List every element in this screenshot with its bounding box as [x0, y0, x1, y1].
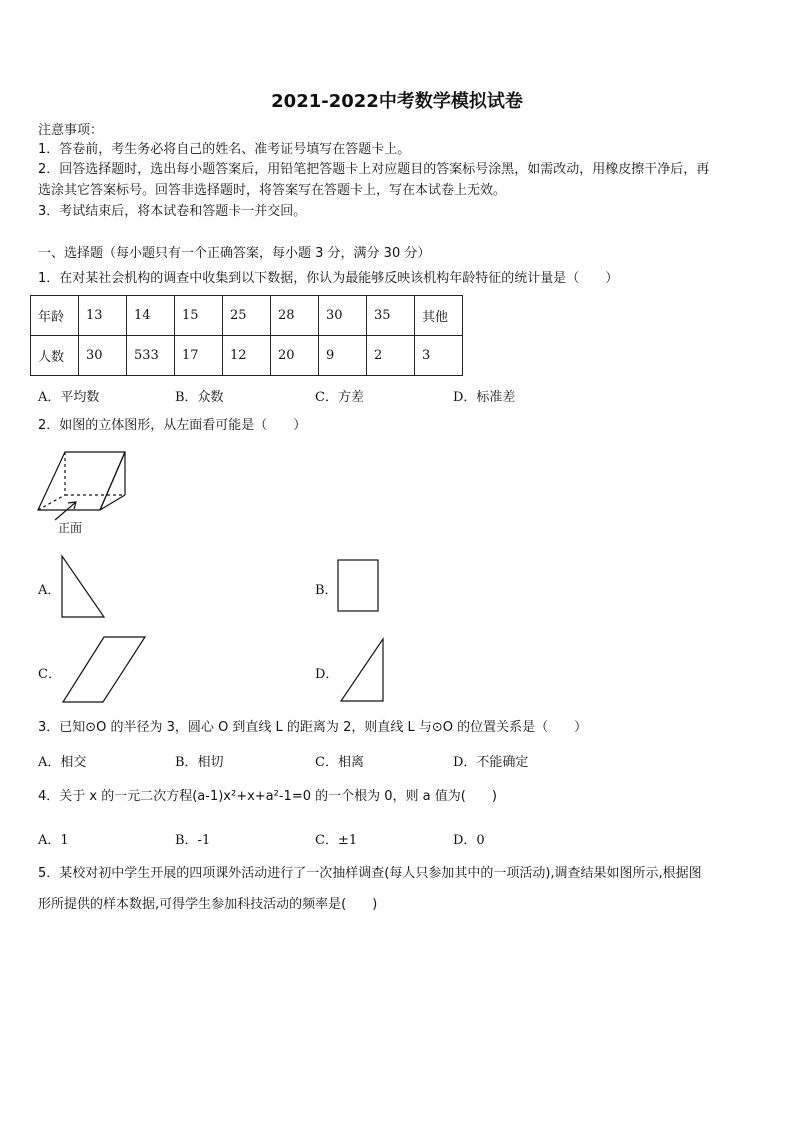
q3-option-c: C．相离	[315, 755, 364, 770]
notice-heading: 注意事项：	[38, 123, 104, 138]
page-title: 2021-2022中考数学模拟试卷	[271, 91, 523, 112]
q4-option-b: B．-1	[175, 833, 211, 848]
table-cell: 14	[127, 296, 175, 336]
q4-stem: 4．关于 x 的一元二次方程(a-1)x²+x+a²-1=0 的一个根为 0，则 a 值为( )	[38, 789, 497, 804]
q3-option-a: A．相交	[38, 755, 87, 770]
q3-stem: 3．已知⊙O 的半径为 3，圆心 O 到直线 L 的距离为 2，则直线 L 与⊙O 的位置关系是（ ）	[38, 720, 588, 735]
table-cell: 3	[415, 336, 463, 376]
q1-option-d: D．标准差	[453, 390, 516, 405]
q1-stem: 1．在对某社会机构的调查中收集到以下数据，你认为最能够反映该机构年龄特征的统计量是（ ）	[38, 271, 619, 286]
q2-option-a-shape	[62, 556, 104, 617]
table-cell: 30	[319, 296, 367, 336]
q4-option-c: C．±1	[315, 833, 358, 848]
q4-option-a: A．1	[38, 833, 69, 848]
q5-stem-line1: 5．某校对初中学生开展的四项课外活动进行了一次抽样调查(每人只参加其中的一项活动),调查结果如图所示,根据图	[38, 866, 702, 881]
q5-stem-line2: 形所提供的样本数据,可得学生参加科技活动的频率是( )	[38, 897, 378, 912]
q2-stem: 2．如图的立体图形，从左面看可能是（ ）	[38, 418, 307, 433]
q1-option-b: B．众数	[175, 390, 224, 405]
q3-option-d: D．不能确定	[453, 755, 529, 770]
q1-option-a: A．平均数	[38, 390, 100, 405]
notice-item-2b: 选涂其它答案标号。回答非选择题时，将答案写在答题卡上，写在本试卷上无效。	[38, 183, 507, 198]
table-cell: 13	[79, 296, 127, 336]
q2-option-d-shape	[341, 639, 383, 701]
table-cell: 人数	[31, 336, 79, 376]
table-cell: 2	[367, 336, 415, 376]
notice-item-1: 1．答卷前，考生务必将自己的姓名、准考证号填写在答题卡上。	[38, 142, 411, 157]
table-cell: 28	[271, 296, 319, 336]
q2-option-c-label: C．	[38, 667, 61, 682]
table-cell: 35	[367, 296, 415, 336]
section-heading: 一、选择题（每小题只有一个正确答案，每小题 3 分，满分 30 分）	[38, 246, 431, 261]
q2-option-b-shape	[338, 560, 378, 611]
table-cell: 533	[127, 336, 175, 376]
table-cell: 20	[271, 336, 319, 376]
notice-item-2a: 2．回答选择题时，选出每小题答案后，用铅笔把答题卡上对应题目的答案标号涂黑，如需改动，用橡皮擦干净后，再	[38, 162, 710, 177]
q2-solid-figure	[38, 452, 125, 520]
q2-option-d-label: D．	[315, 667, 339, 682]
q2-option-a-label: A．	[38, 583, 61, 598]
table-cell: 15	[175, 296, 223, 336]
q3-option-b: B．相切	[175, 755, 224, 770]
q1-option-c: C．方差	[315, 390, 364, 405]
table-cell: 30	[79, 336, 127, 376]
q4-option-d: D．0	[453, 833, 485, 848]
table-cell: 9	[319, 336, 367, 376]
table-cell: 17	[175, 336, 223, 376]
table-cell: 25	[223, 296, 271, 336]
front-label: 正面	[58, 521, 83, 535]
table-cell: 12	[223, 336, 271, 376]
table-cell: 年龄	[31, 296, 79, 336]
q2-option-b-label: B．	[315, 583, 338, 598]
table-cell: 其他	[415, 296, 463, 336]
q2-option-c-shape	[63, 637, 145, 702]
notice-item-3: 3．考试结束后，将本试卷和答题卡一并交回。	[38, 204, 307, 219]
